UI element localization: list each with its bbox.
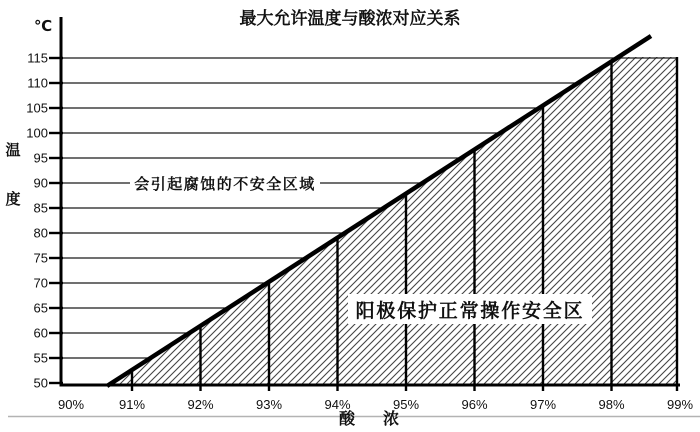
y-tick-label: 80 [33, 225, 48, 241]
y-tick-label: 65 [33, 300, 48, 316]
y-axis-title: 温度 [3, 142, 21, 240]
safe-region-hatch [108, 57, 677, 385]
x-tick-label: 98% [598, 397, 625, 412]
y-tick-label: 95 [33, 150, 48, 166]
x-tick-label: 99% [666, 397, 694, 412]
y-tick-label: 75 [33, 250, 48, 266]
x-tick-labels [58, 397, 693, 412]
y-axis-unit-label: ℃ [34, 18, 53, 35]
y-tick-label: 70 [33, 275, 48, 291]
y-tick-label: 105 [26, 100, 48, 116]
y-tick-label: 110 [27, 75, 48, 91]
x-tick-label: 91% [118, 397, 146, 412]
x-axis-title: 酸 浓 [338, 411, 406, 428]
y-tick-label: 55 [33, 350, 48, 366]
y-tick-label: 90 [33, 175, 48, 191]
chart-title: 最大允许温度与酸浓对应关系 [239, 9, 461, 28]
x-tick-label: 95% [392, 397, 420, 412]
y-tick-label: 85 [33, 200, 48, 216]
x-tick-label: 93% [255, 397, 283, 412]
unsafe-region-annotation: 会引起腐蚀的不安全区域 [134, 176, 316, 193]
x-tick-label: 92% [187, 397, 214, 412]
x-tick-label: 97% [529, 397, 557, 412]
y-tick-label: 100 [26, 125, 48, 141]
y-tick-label: 50 [33, 375, 48, 391]
x-tick-label: 90% [57, 397, 85, 412]
x-tick-label: 94% [324, 397, 351, 412]
safe-region-annotation: 阳极保护正常操作安全区 [355, 301, 585, 322]
y-tick-label: 115 [27, 50, 48, 66]
x-tick-label: 96% [461, 397, 488, 412]
y-tick-label: 60 [33, 325, 48, 341]
y-tick-labels [26, 51, 48, 391]
